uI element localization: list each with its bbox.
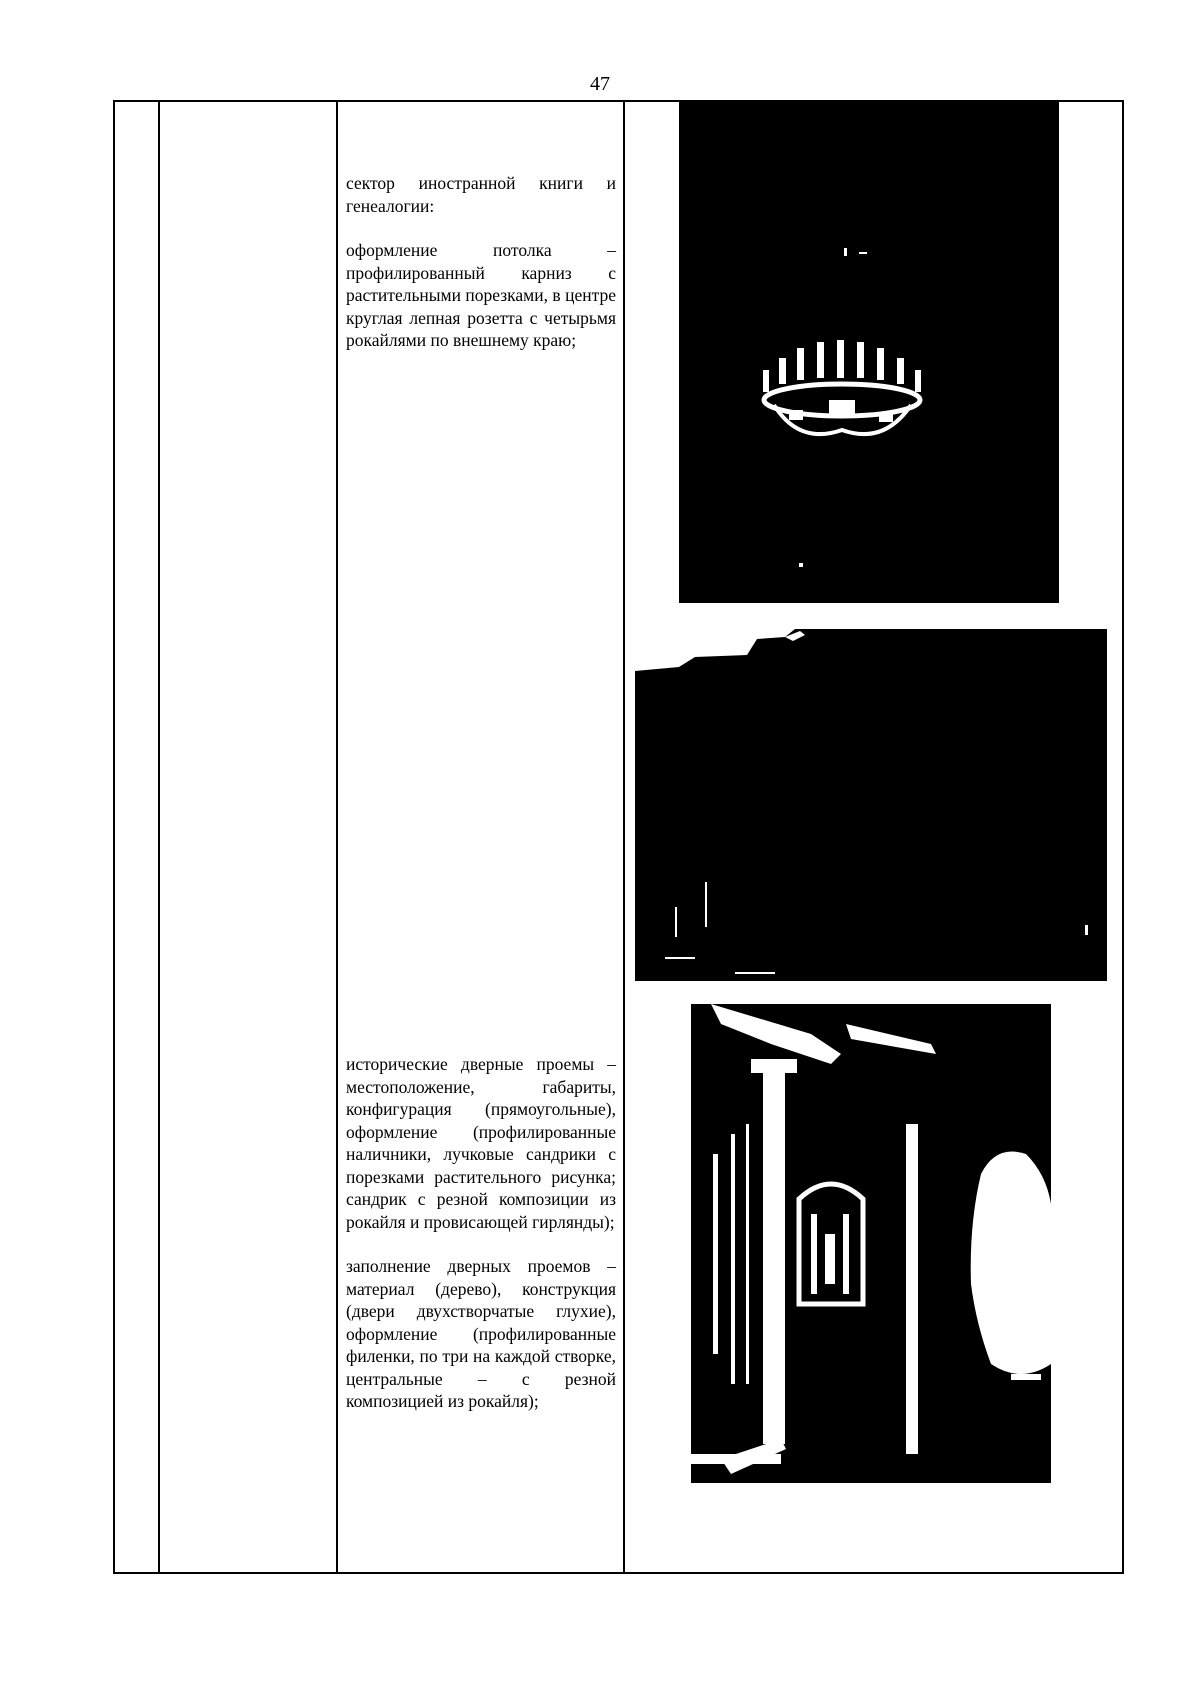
door-fill-description: заполнение дверных проемов – материал (дерево), конструкция (двери двухстворчатые глухие), оформление (профилированные филенки, по три на каждой створке, центральные – с резной композицией из рокайля); <box>346 1256 616 1411</box>
description-block-doors <box>346 1053 616 1435</box>
column-divider-1 <box>158 102 160 1572</box>
description-block-ceiling <box>346 172 616 374</box>
column-divider-3 <box>623 102 625 1572</box>
column-divider-2 <box>336 102 338 1572</box>
doorway-description: исторические дверные проемы – местоположение, габариты, конфигурация (прямоугольные), оформление (профилированные наличники, лучковые сандрики с порезками растительного рисунка; сандрик с резной композиции из рокайля и провисающей гирлянды); <box>346 1054 616 1232</box>
ceiling-cornice-icon <box>635 627 1107 981</box>
ceiling-description: оформление потолка – профилированный карниз с растительными порезками, в центре круглая лепная розетта с четырьмя рокайлями по внешнему краю; <box>346 240 616 350</box>
chandelier-photo <box>679 100 1059 603</box>
ceiling-cornice-photo <box>635 627 1107 981</box>
doorway-interior-icon <box>691 1004 1051 1483</box>
chandelier-icon <box>679 100 1059 603</box>
page-number: 47 <box>590 73 610 95</box>
section-heading: сектор иностранной книги и генеалогии: <box>346 173 616 216</box>
doorway-interior-photo <box>691 1004 1051 1483</box>
